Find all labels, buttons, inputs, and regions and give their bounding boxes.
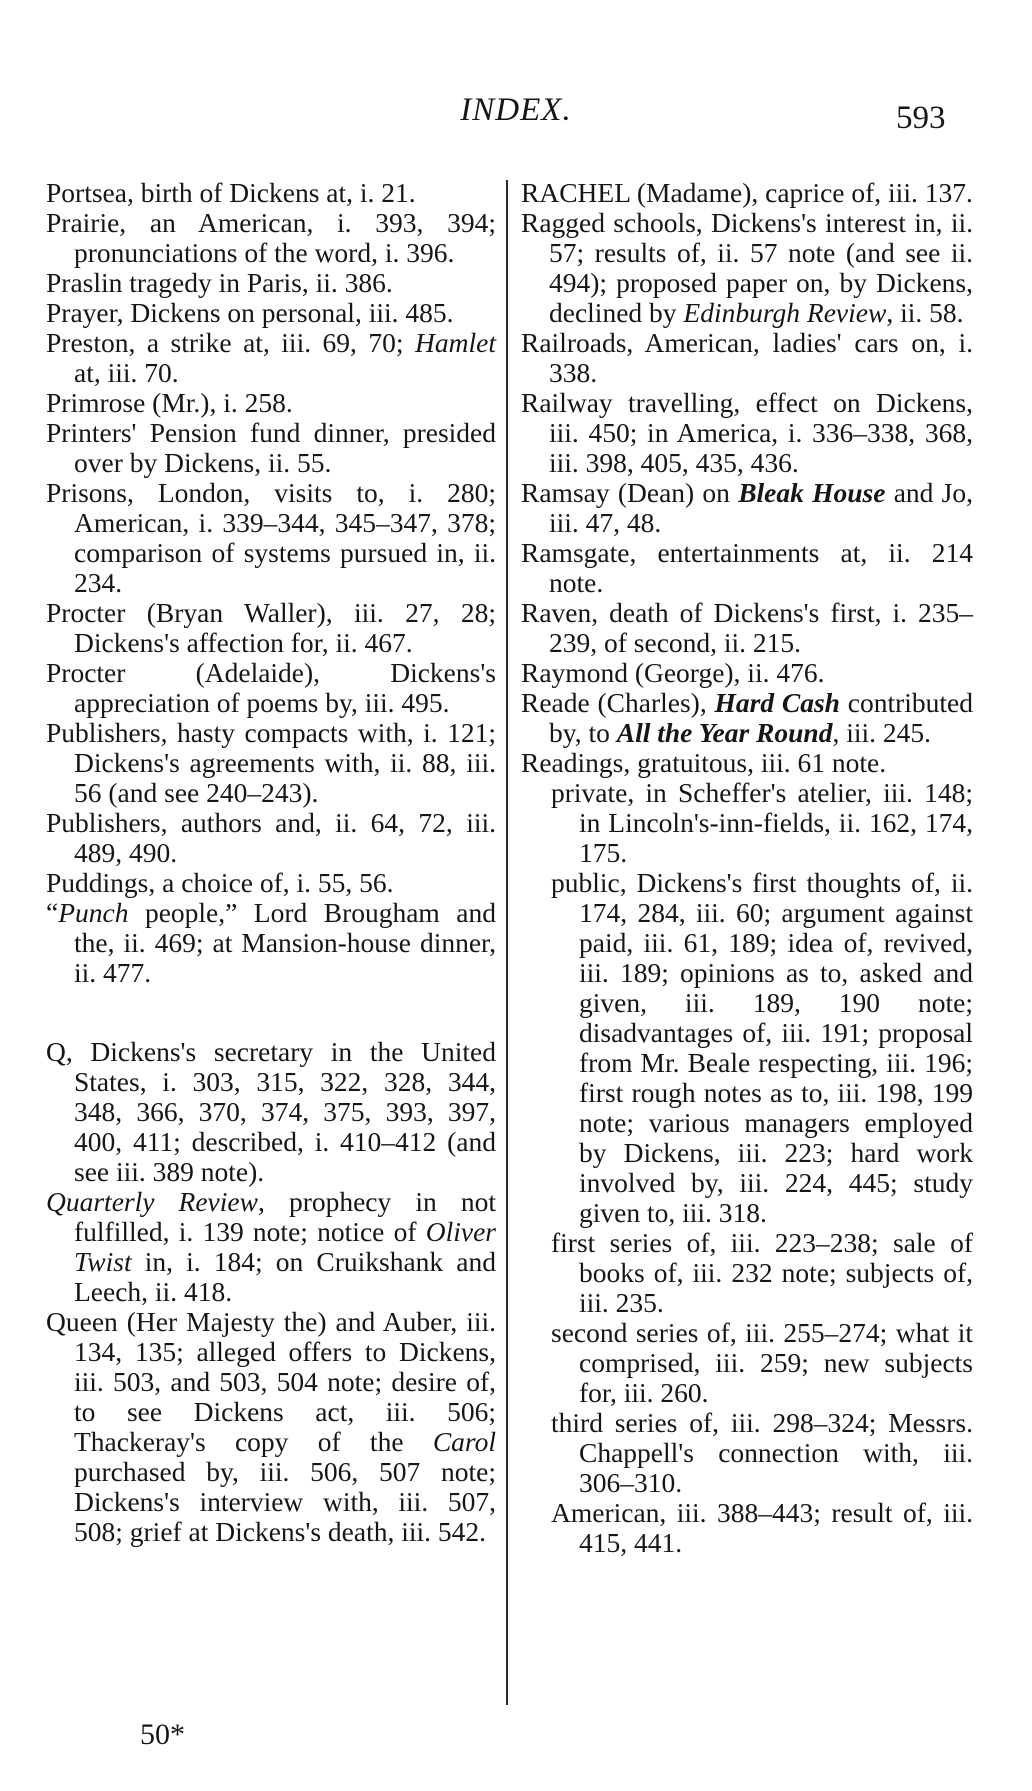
index-entry: Publishers, authors and, ii. 64, 72, iii. 489, 490.: [46, 807, 496, 868]
index-column-left: [46, 178, 496, 1547]
index-entry: Railroads, American, ladies' cars on, i. 338.: [521, 327, 973, 388]
index-entry: Q, Dickens's secretary in the United States, i. 303, 315, 322, 328, 344, 348, 366, 370, 374, 375, 393, 397, 400, 411; described, i. 410–412 (and see iii. 389 note).: [46, 1036, 496, 1187]
index-subentry: second series of, iii. 255–274; what it comprised, iii. 259; new subjects for, iii. 260.: [551, 1317, 973, 1408]
section-gap: [46, 988, 496, 1037]
index-entry: Raven, death of Dickens's first, i. 235–239, of second, ii. 215.: [521, 597, 973, 658]
index-subentry: private, in Scheffer's atelier, iii. 148; in Lincoln's-inn-fields, ii. 162, 174, 175.: [551, 777, 973, 868]
index-entry: Prayer, Dickens on personal, iii. 485.: [46, 297, 454, 328]
index-entry: Raymond (George), ii. 476.: [521, 657, 825, 688]
index-column-right: [521, 178, 973, 1558]
index-entry: Quarterly Review, prophecy in not fulfilled, i. 139 note; notice of Oliver Twist in, i. 184; on Cruikshank and Leech, ii. 418.: [46, 1186, 496, 1307]
index-entry: Railway travelling, effect on Dickens, iii. 450; in America, i. 336–338, 368, iii. 398, 405, 435, 436.: [521, 387, 973, 478]
index-entry: Readings, gratuitous, iii. 61 note.: [521, 747, 887, 778]
index-entry: Prisons, London, visits to, i. 280; American, i. 339–344, 345–347, 378; comparison of systems pursued in, ii. 234.: [46, 477, 496, 598]
index-subentry: first series of, iii. 223–238; sale of books of, iii. 232 note; subjects of, iii. 235.: [551, 1227, 973, 1318]
index-entry: Procter (Bryan Waller), iii. 27, 28; Dickens's affection for, ii. 467.: [46, 597, 496, 658]
index-entry: Ragged schools, Dickens's interest in, ii. 57; results of, ii. 57 note (and see ii. 494); proposed paper on, by Dickens, declined by Edinburgh Review, ii. 58.: [521, 207, 973, 328]
signature-mark: 50*: [140, 1718, 185, 1751]
index-entry: Praslin tragedy in Paris, ii. 386.: [46, 267, 393, 298]
index-entry: Puddings, a choice of, i. 55, 56.: [46, 867, 394, 898]
index-entry: “Punch people,” Lord Brougham and the, ii. 469; at Mansion-house dinner, ii. 477.: [46, 897, 496, 988]
running-head: INDEX.: [460, 92, 572, 128]
index-subentry: public, Dickens's first thoughts of, ii. 174, 284, iii. 60; argument against paid, iii. 61, 189; idea of, revived, iii. 189; opinions as to, asked and given, iii. 189, 190 note; disadvantages of, iii. 191; proposal from Mr. Beale respecting, iii. 196; first rough notes as to, iii. 198, 199 note; various managers employed by Dickens, iii. 223; hard work involved by, iii. 224, 445; study given to, iii. 318.: [551, 867, 973, 1228]
index-entry: Printers' Pension fund dinner, presided over by Dickens, ii. 55.: [46, 417, 496, 478]
index-entry: Reade (Charles), Hard Cash contributed by, to All the Year Round, iii. 245.: [521, 687, 973, 748]
index-entry: Procter (Adelaide), Dickens's appreciation of poems by, iii. 495.: [46, 657, 496, 718]
index-entry: Publishers, hasty compacts with, i. 121; Dickens's agreements with, ii. 88, iii. 56 (and see 240–243).: [46, 717, 496, 808]
column-divider: [506, 180, 508, 1705]
index-entry: Prairie, an American, i. 393, 394; pronunciations of the word, i. 396.: [46, 207, 496, 268]
index-entry: Queen (Her Majesty the) and Auber, iii. 134, 135; alleged offers to Dickens, iii. 503, and 503, 504 note; desire of, to see Dickens act, iii. 506; Thackeray's copy of the Carol purchased by, iii. 506, 507 note; Dickens's interview with, iii. 507, 508; grief at Dickens's death, iii. 542.: [46, 1306, 496, 1547]
index-entry: Ramsay (Dean) on Bleak House and Jo, iii. 47, 48.: [521, 477, 973, 538]
index-entry: Portsea, birth of Dickens at, i. 21.: [46, 177, 416, 208]
index-entry: RACHEL (Madame), caprice of, iii. 137.: [521, 177, 973, 208]
page-number: 593: [896, 100, 946, 136]
index-entry: Primrose (Mr.), i. 258.: [46, 387, 293, 418]
index-entry: Ramsgate, entertainments at, ii. 214 note.: [521, 537, 973, 598]
index-subentry: American, iii. 388–443; result of, iii. 415, 441.: [551, 1497, 973, 1558]
index-entry: Preston, a strike at, iii. 69, 70; Hamlet at, iii. 70.: [46, 327, 496, 388]
index-subentry: third series of, iii. 298–324; Messrs. Chappell's connection with, iii. 306–310.: [551, 1407, 973, 1498]
